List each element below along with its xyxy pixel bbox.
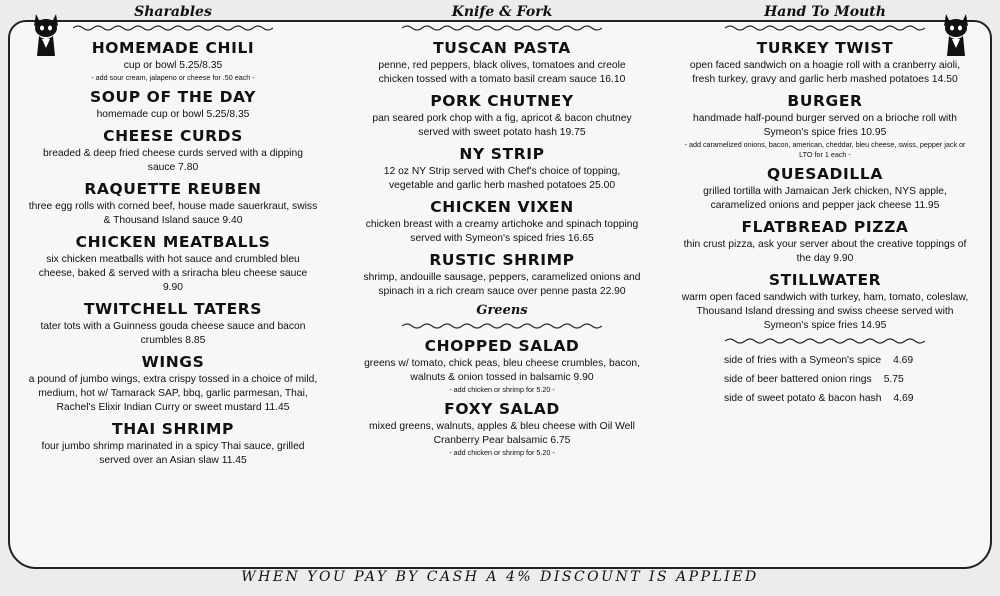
wave-divider — [725, 24, 925, 32]
menu-item — [362, 197, 642, 246]
item-name: BURGER — [787, 92, 863, 110]
greens-header: Greens — [476, 303, 528, 318]
section-header: Hand To Mouth — [764, 4, 886, 20]
item-name: SOUP OF THE DAY — [90, 88, 256, 106]
menu-item — [362, 91, 642, 140]
item-name: CHICKEN MEATBALLS — [75, 233, 271, 251]
menu-item — [362, 336, 642, 395]
item-name: FOXY SALAD — [444, 400, 560, 418]
item-name: STILLWATER — [768, 271, 882, 289]
item-note: - add sour cream, jalapeno or cheese for .50 each - — [91, 73, 255, 82]
section-header: Knife & Fork — [451, 4, 553, 20]
item-name: TWITCHELL TATERS — [83, 300, 263, 318]
side-item — [724, 370, 970, 389]
sharables-column — [28, 0, 318, 472]
item-name: CHICKEN VIXEN — [430, 198, 574, 216]
side-price: 4.69 — [893, 393, 914, 404]
item-description: four jumbo shrimp marinated in a spicy Thai sauce, grilled served over an Asian slaw 11.45 — [41, 441, 305, 466]
menu-item — [362, 399, 642, 458]
menu-item — [28, 38, 318, 83]
side-item — [724, 351, 970, 370]
item-description: handmade half-pound burger served on a brioche roll with Symeon's spice fries 10.95 — [693, 113, 957, 138]
item-description: greens w/ tomato, chick peas, bleu cheese crumbles, bacon, walnuts & onion tossed in balsamic 9.90 — [364, 358, 640, 383]
item-name: NY STRIP — [459, 145, 545, 163]
wave-divider — [402, 322, 602, 330]
item-description: open faced sandwich on a hoagie roll with a cranberry aioli, fresh turkey, gravy and garlic herb mashed potatoes 14.50 — [689, 60, 961, 85]
item-description: a pound of jumbo wings, extra crispy tossed in a choice of mild, medium, hot w/ Tamarack SAP, bbq, garlic parmesan, Thai, Rachel's Elixir Indian Curry or sweet mustard 11.45 — [28, 374, 318, 413]
side-price: 4.69 — [893, 355, 914, 366]
item-name: CHEESE CURDS — [103, 127, 243, 145]
item-name: CHOPPED SALAD — [424, 337, 580, 355]
item-name: PORK CHUTNEY — [430, 92, 574, 110]
item-description: chicken breast with a creamy artichoke and spinach topping served with Symeon's spiced fries 16.65 — [365, 219, 639, 244]
item-note: - add chicken or shrimp for 5.20 - — [449, 385, 555, 394]
item-description: six chicken meatballs with hot sauce and crumbled bleu cheese, baked & served with a sriracha bleu cheese sauce 9.90 — [38, 254, 308, 293]
item-note: - add chicken or shrimp for 5.20 - — [449, 448, 555, 457]
menu-item — [680, 91, 970, 160]
sides-list — [680, 351, 970, 408]
wave-divider — [402, 24, 602, 32]
item-description: penne, red peppers, black olives, tomatoes and creole chicken tossed with a tomato basil cream sauce 16.10 — [378, 60, 626, 85]
side-label: side of fries with a Symeon's spice — [724, 355, 882, 366]
item-name: TUSCAN PASTA — [433, 39, 571, 57]
side-label: side of beer battered onion rings — [724, 374, 872, 385]
cash-discount-footer: WHEN YOU PAY BY CASH A 4% DISCOUNT IS APPLIED — [241, 569, 759, 585]
item-name: THAI SHRIMP — [112, 420, 234, 438]
item-description: thin crust pizza, ask your server about the creative toppings of the day 9.90 — [683, 239, 967, 264]
side-price: 5.75 — [883, 374, 904, 385]
menu-item — [28, 299, 318, 348]
menu-item — [28, 419, 318, 468]
item-note: - add caramelized onions, bacon, american, cheddar, bleu cheese, swiss, pepper jack or LTO for 1 each - — [684, 140, 966, 159]
item-name: QUESADILLA — [767, 165, 883, 183]
menu-item — [28, 87, 318, 122]
section-header: Sharables — [134, 4, 212, 20]
menu-item — [362, 250, 642, 299]
menu-item — [362, 38, 642, 87]
wave-divider — [725, 337, 925, 345]
menu-item — [680, 270, 970, 333]
knife-and-fork-column — [362, 0, 642, 462]
item-description: 12 oz NY Strip served with Chef's choice of topping, vegetable and garlic herb mashed potatoes 25.00 — [383, 166, 621, 191]
item-name: RUSTIC SHRIMP — [429, 251, 575, 269]
item-description: homemade cup or bowl 5.25/8.35 — [96, 109, 250, 120]
item-description: mixed greens, walnuts, apples & bleu cheese with Oil Well Cranberry Pear balsamic 6.75 — [369, 421, 635, 446]
item-name: WINGS — [141, 353, 205, 371]
item-description: breaded & deep fried cheese curds served with a dipping sauce 7.80 — [43, 148, 303, 173]
item-description: warm open faced sandwich with turkey, ham, tomato, coleslaw, Thousand Island dressing and swiss cheese served with Symeon's spice fries 14.95 — [681, 292, 969, 331]
item-description: cup or bowl 5.25/8.35 — [123, 60, 223, 71]
menu-item — [28, 352, 318, 415]
item-name: HOMEMADE CHILI — [91, 39, 255, 57]
menu-item — [680, 164, 970, 213]
item-description: shrimp, andouille sausage, peppers, caramelized onions and spinach in a rich cream sauce over penne pasta 22.90 — [363, 272, 641, 297]
item-description: pan seared pork chop with a fig, apricot & bacon chutney served with sweet potato hash 19.75 — [372, 113, 632, 138]
menu-item — [680, 38, 970, 87]
menu-item — [362, 144, 642, 193]
item-name: FLATBREAD PIZZA — [741, 218, 909, 236]
wave-divider — [73, 24, 273, 32]
side-label: side of sweet potato & bacon hash — [724, 393, 882, 404]
item-description: three egg rolls with corned beef, house made sauerkraut, swiss & Thousand Island sauce 9.40 — [28, 201, 318, 226]
side-item — [724, 389, 970, 408]
item-name: RAQUETTE REUBEN — [84, 180, 262, 198]
item-description: tater tots with a Guinness gouda cheese sauce and bacon crumbles 8.85 — [40, 321, 306, 346]
item-name: TURKEY TWIST — [756, 39, 894, 57]
hand-to-mouth-column — [680, 0, 970, 408]
menu-item — [28, 126, 318, 175]
item-description: grilled tortilla with Jamaican Jerk chicken, NYS apple, caramelized onions and pepper jack cheese 11.95 — [703, 186, 947, 211]
menu-item — [28, 179, 318, 228]
menu-item — [680, 217, 970, 266]
menu-item — [28, 232, 318, 295]
